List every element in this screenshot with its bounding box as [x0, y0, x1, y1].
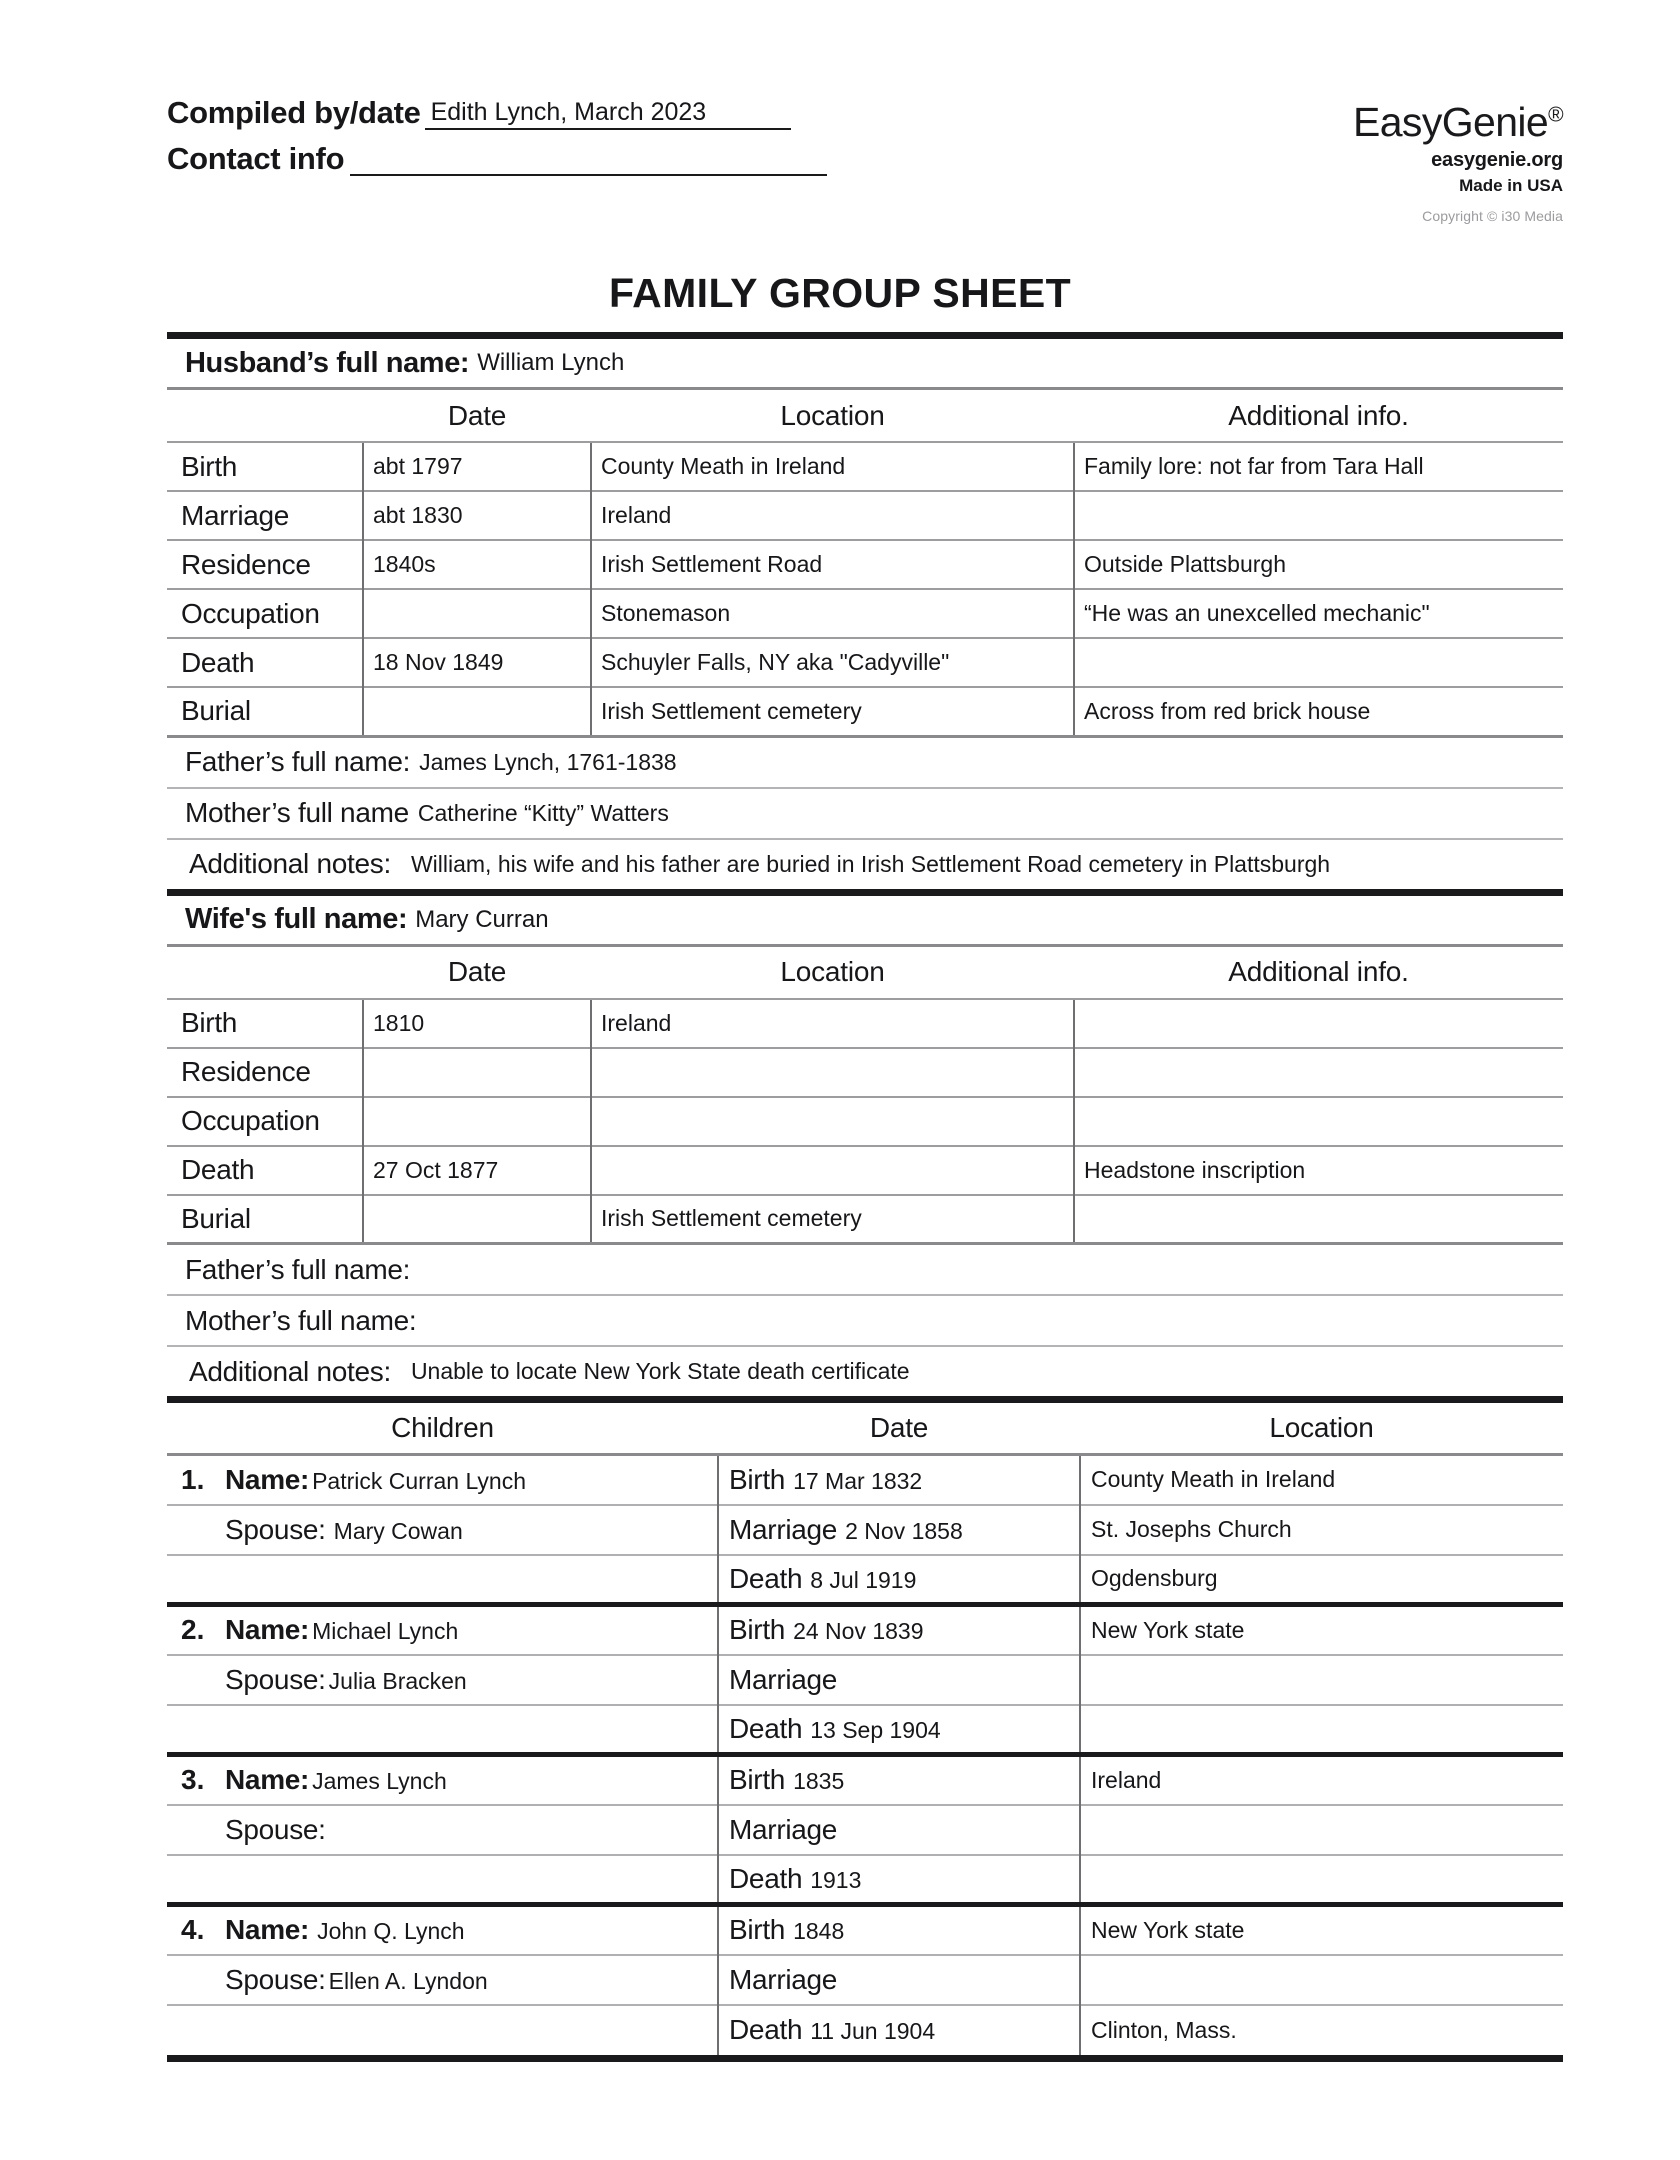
child-4-death-cell	[718, 2005, 1080, 2055]
child-4-marriage-cell	[718, 1955, 1080, 2005]
children-header-location: Location	[1269, 1412, 1374, 1443]
husband-burial-additional[interactable]: Across from red brick house	[1074, 687, 1563, 736]
child-row-spouse	[167, 1655, 1563, 1705]
child-spouse-label: Spouse:	[225, 1513, 326, 1545]
wife-mother-row	[167, 1296, 1563, 1345]
compiled-by-field[interactable]	[425, 96, 791, 130]
child-4-spouse-value[interactable]: Ellen A. Lyndon	[328, 1967, 488, 1994]
child-1-marriage-location[interactable]	[1080, 1505, 1563, 1555]
husband-marriage-location[interactable]: Ireland	[591, 491, 1074, 540]
child-4-birth-cell	[718, 1905, 1080, 1955]
husband-birth-date[interactable]: abt 1797	[363, 442, 591, 491]
child-2-blank-cell	[167, 1705, 718, 1755]
child-3-death-cell	[718, 1855, 1080, 1905]
divider-sheet-bottom	[167, 2055, 1563, 2062]
children-header-date: Date	[869, 1412, 929, 1443]
child-2-spouse-value[interactable]: Julia Bracken	[328, 1667, 467, 1694]
brand-website: easygenie.org	[1431, 149, 1563, 171]
child-2-marriage-cell	[718, 1655, 1080, 1705]
child-2-spouse-cell	[167, 1655, 718, 1705]
husband-mother-value[interactable]: Catherine “Kitty” Watters	[417, 799, 669, 826]
brand-copyright: Copyright © i30 Media	[1422, 208, 1563, 224]
wife-burial-location[interactable]: Irish Settlement cemetery	[591, 1195, 1074, 1244]
child-4-death-location[interactable]	[1080, 2005, 1563, 2055]
husband-name-row	[167, 339, 1563, 387]
child-2-marriage-location[interactable]	[1080, 1655, 1563, 1705]
marriage-label: Marriage	[729, 1513, 838, 1545]
husband-burial-date[interactable]	[363, 687, 591, 736]
wife-notes-value[interactable]: Unable to locate New York State death certificate	[410, 1358, 910, 1384]
child-3-name-cell	[167, 1755, 718, 1805]
child-spouse-label: Spouse:	[225, 1813, 326, 1845]
wife-residence-date[interactable]	[363, 1048, 591, 1097]
husband-header-additional: Additional info.	[1228, 399, 1409, 431]
husband-table-header	[167, 390, 1563, 442]
wife-table-header	[167, 947, 1563, 999]
brand-name-text: EasyGenie	[1352, 99, 1549, 145]
children-table	[167, 1453, 1563, 2055]
husband-marriage-date[interactable]: abt 1830	[363, 491, 591, 540]
child-2-birth-date[interactable]: 24 Nov 1839	[793, 1618, 924, 1645]
contact-info-field[interactable]	[350, 142, 827, 176]
child-3-birth-cell	[718, 1755, 1080, 1805]
child-row-spouse	[167, 1805, 1563, 1855]
registered-trademark-icon: ®	[1548, 103, 1563, 127]
brand-made-in: Made in USA	[1459, 176, 1563, 195]
wife-row-label-burial: Burial	[167, 1195, 363, 1244]
child-3-death-location[interactable]	[1080, 1855, 1563, 1905]
child-4-birth-location[interactable]	[1080, 1905, 1563, 1955]
child-row-spouse	[167, 1955, 1563, 2005]
wife-header-additional: Additional info.	[1228, 956, 1409, 987]
child-2-death-date[interactable]: 13 Sep 1904	[810, 1716, 941, 1743]
table-row	[167, 638, 1563, 687]
child-1-name-cell	[167, 1455, 718, 1505]
child-row-death	[167, 2005, 1563, 2055]
child-row-spouse	[167, 1505, 1563, 1555]
death-label: Death	[729, 1562, 803, 1594]
husband-notes-label: Additional notes:	[189, 848, 391, 879]
child-2-birth-location-value: New York state	[1091, 1616, 1245, 1643]
wife-burial-additional[interactable]	[1074, 1195, 1563, 1244]
child-name-label: Name:	[225, 1764, 310, 1796]
child-3-spouse-cell	[167, 1805, 718, 1855]
wife-death-location[interactable]	[591, 1146, 1074, 1195]
husband-mother-row	[167, 789, 1563, 838]
table-row	[167, 1195, 1563, 1244]
easygenie-branding	[1163, 100, 1563, 226]
child-spouse-label: Spouse:	[225, 1963, 326, 1995]
wife-name-label: Wife's full name:	[185, 903, 408, 935]
husband-birth-location[interactable]: County Meath in Ireland	[591, 442, 1074, 491]
table-row	[167, 1146, 1563, 1195]
divider-children-top	[167, 1396, 1563, 1403]
wife-occupation-date[interactable]	[363, 1097, 591, 1146]
child-1-name-value[interactable]: Patrick Curran Lynch	[312, 1467, 526, 1494]
marriage-label: Marriage	[729, 1963, 838, 1995]
marriage-label: Marriage	[729, 1813, 838, 1845]
child-3-birth-date[interactable]: 1835	[793, 1768, 845, 1795]
child-3-name-value[interactable]: James Lynch	[312, 1768, 447, 1795]
child-3-marriage-location[interactable]	[1080, 1805, 1563, 1855]
wife-burial-date[interactable]	[363, 1195, 591, 1244]
children-header-children: Children	[391, 1412, 494, 1443]
husband-name-label: Husband’s full name:	[185, 346, 470, 379]
child-3-blank-cell	[167, 1855, 718, 1905]
child-row-death	[167, 1555, 1563, 1605]
husband-occupation-additional[interactable]: “He was an unexcelled mechanic"	[1074, 589, 1563, 638]
child-2-death-cell	[718, 1705, 1080, 1755]
table-row	[167, 491, 1563, 540]
marriage-label: Marriage	[729, 1663, 838, 1695]
husband-header-blank	[167, 390, 363, 442]
child-1-number: 1.	[181, 1463, 205, 1495]
sheet-body	[167, 332, 1563, 2062]
child-1-spouse-cell	[167, 1505, 718, 1555]
husband-death-additional[interactable]	[1074, 638, 1563, 687]
child-1-marriage-cell	[718, 1505, 1080, 1555]
birth-label: Birth	[729, 1463, 786, 1495]
child-4-spouse-cell	[167, 1955, 718, 2005]
husband-father-label: Father’s full name:	[185, 746, 411, 777]
child-1-blank-cell	[167, 1555, 718, 1605]
wife-notes-row	[167, 1347, 1563, 1396]
birth-label: Birth	[729, 1914, 786, 1946]
husband-header-date: Date	[447, 399, 507, 431]
child-1-death-location-value: Ogdensburg	[1091, 1565, 1218, 1592]
child-4-blank-cell	[167, 2005, 718, 2055]
contact-info-value	[350, 172, 356, 174]
child-row-name	[167, 1605, 1563, 1655]
husband-row-label-occupation: Occupation	[167, 589, 363, 638]
table-row	[167, 1097, 1563, 1146]
child-row-death	[167, 1705, 1563, 1755]
compiled-by-value: Edith Lynch, March 2023	[430, 98, 707, 126]
contact-info-label: Contact info	[167, 141, 345, 176]
wife-death-date[interactable]: 27 Oct 1877	[363, 1146, 591, 1195]
wife-notes-label: Additional notes:	[189, 1355, 391, 1387]
wife-occupation-location[interactable]	[591, 1097, 1074, 1146]
husband-death-location[interactable]: Schuyler Falls, NY aka "Cadyville"	[591, 638, 1074, 687]
husband-row-label-residence: Residence	[167, 540, 363, 589]
child-4-name-cell	[167, 1905, 718, 1955]
page-title: FAMILY GROUP SHEET	[608, 270, 1072, 316]
table-row	[167, 999, 1563, 1048]
wife-birth-location[interactable]: Ireland	[591, 999, 1074, 1048]
child-2-birth-cell	[718, 1605, 1080, 1655]
child-name-label: Name:	[225, 1463, 310, 1495]
child-3-birth-location-value: Ireland	[1091, 1766, 1162, 1793]
child-4-birth-location-value: New York state	[1091, 1916, 1245, 1943]
wife-birth-date[interactable]: 1810	[363, 999, 591, 1048]
wife-mother-label: Mother’s full name:	[185, 1304, 417, 1336]
child-4-death-location-value: Clinton, Mass.	[1091, 2016, 1237, 2043]
wife-header-location: Location	[780, 956, 885, 987]
husband-residence-additional[interactable]: Outside Plattsburgh	[1074, 540, 1563, 589]
table-row	[167, 1048, 1563, 1097]
child-3-marriage-cell	[718, 1805, 1080, 1855]
husband-header-location: Location	[780, 399, 885, 431]
wife-row-label-residence: Residence	[167, 1048, 363, 1097]
birth-label: Birth	[729, 1764, 786, 1796]
child-1-marriage-date[interactable]: 2 Nov 1858	[845, 1517, 963, 1544]
child-1-death-date[interactable]: 8 Jul 1919	[810, 1566, 917, 1593]
death-label: Death	[729, 1712, 803, 1744]
husband-birth-additional[interactable]: Family lore: not far from Tara Hall	[1074, 442, 1563, 491]
compiled-by-label: Compiled by/date	[167, 95, 421, 130]
wife-birth-additional[interactable]	[1074, 999, 1563, 1048]
wife-row-label-death: Death	[167, 1146, 363, 1195]
wife-detail-table	[167, 947, 1563, 1246]
divider-wife-top	[167, 889, 1563, 896]
husband-row-label-birth: Birth	[167, 442, 363, 491]
husband-occupation-date[interactable]	[363, 589, 591, 638]
child-4-marriage-location[interactable]	[1080, 1955, 1563, 2005]
husband-row-label-marriage: Marriage	[167, 491, 363, 540]
husband-residence-location[interactable]: Irish Settlement Road	[591, 540, 1074, 589]
husband-death-date[interactable]: 18 Nov 1849	[363, 638, 591, 687]
table-row	[167, 687, 1563, 736]
children-table-header	[167, 1403, 1563, 1453]
husband-burial-location[interactable]: Irish Settlement cemetery	[591, 687, 1074, 736]
child-1-marriage-location-value: St. Josephs Church	[1091, 1516, 1292, 1542]
child-spouse-label: Spouse:	[225, 1663, 326, 1695]
child-3-death-date[interactable]: 1913	[810, 1866, 862, 1893]
wife-name-value[interactable]: Mary Curran	[415, 905, 549, 933]
child-2-number: 2.	[181, 1614, 205, 1646]
husband-residence-date[interactable]: 1840s	[363, 540, 591, 589]
husband-occupation-location[interactable]: Stonemason	[591, 589, 1074, 638]
birth-label: Birth	[729, 1614, 786, 1646]
child-3-number: 3.	[181, 1764, 205, 1796]
wife-occupation-additional[interactable]	[1074, 1097, 1563, 1146]
death-label: Death	[729, 1862, 803, 1894]
wife-header-blank	[167, 947, 363, 999]
husband-notes-row	[167, 840, 1563, 889]
child-2-name-cell	[167, 1605, 718, 1655]
husband-father-value[interactable]: James Lynch, 1761-1838	[419, 748, 677, 775]
wife-row-label-birth: Birth	[167, 999, 363, 1048]
child-2-birth-location[interactable]	[1080, 1605, 1563, 1655]
husband-notes-value[interactable]: William, his wife and his father are buried in Irish Settlement Road cemetery in Plattsburgh	[410, 850, 1331, 877]
wife-death-additional[interactable]: Headstone inscription	[1074, 1146, 1563, 1195]
husband-row-label-burial: Burial	[167, 687, 363, 736]
brand-name	[1163, 100, 1563, 144]
child-row-name	[167, 1455, 1563, 1505]
child-row-death	[167, 1855, 1563, 1905]
husband-name-value[interactable]: William Lynch	[477, 349, 625, 376]
child-3-birth-location[interactable]	[1080, 1755, 1563, 1805]
wife-father-row	[167, 1245, 1563, 1294]
death-label: Death	[729, 2014, 803, 2045]
child-4-birth-date[interactable]: 1848	[793, 1918, 845, 1945]
child-4-death-date[interactable]: 11 Jun 1904	[810, 2018, 936, 2044]
child-2-name-value[interactable]: Michael Lynch	[312, 1618, 459, 1645]
husband-father-row	[167, 738, 1563, 787]
divider-husband-top	[167, 332, 1563, 339]
wife-residence-location[interactable]	[591, 1048, 1074, 1097]
wife-residence-additional[interactable]	[1074, 1048, 1563, 1097]
husband-detail-table	[167, 390, 1563, 738]
child-1-spouse-value[interactable]: Mary Cowan	[333, 1517, 463, 1544]
child-1-birth-location[interactable]	[1080, 1455, 1563, 1505]
child-1-birth-location-value: County Meath in Ireland	[1091, 1466, 1336, 1493]
husband-marriage-additional[interactable]	[1074, 491, 1563, 540]
child-4-number: 4.	[181, 1914, 205, 1946]
wife-row-label-occupation: Occupation	[167, 1097, 363, 1146]
child-row-name	[167, 1755, 1563, 1805]
husband-mother-label: Mother’s full name	[185, 797, 409, 828]
child-name-label: Name:	[225, 1914, 310, 1946]
husband-row-label-death: Death	[167, 638, 363, 687]
child-row-name	[167, 1905, 1563, 1955]
table-row	[167, 589, 1563, 638]
child-1-birth-cell	[718, 1455, 1080, 1505]
wife-name-row	[167, 896, 1563, 944]
child-name-label: Name:	[225, 1614, 310, 1646]
table-row	[167, 540, 1563, 589]
child-1-death-location[interactable]	[1080, 1555, 1563, 1605]
table-row	[167, 442, 1563, 491]
wife-father-label: Father’s full name:	[185, 1253, 411, 1285]
child-2-death-location[interactable]	[1080, 1705, 1563, 1755]
child-1-birth-date[interactable]: 17 Mar 1832	[793, 1467, 923, 1494]
child-4-name-value[interactable]: John Q. Lynch	[317, 1918, 465, 1945]
wife-header-date: Date	[447, 956, 507, 987]
child-1-death-cell	[718, 1555, 1080, 1605]
